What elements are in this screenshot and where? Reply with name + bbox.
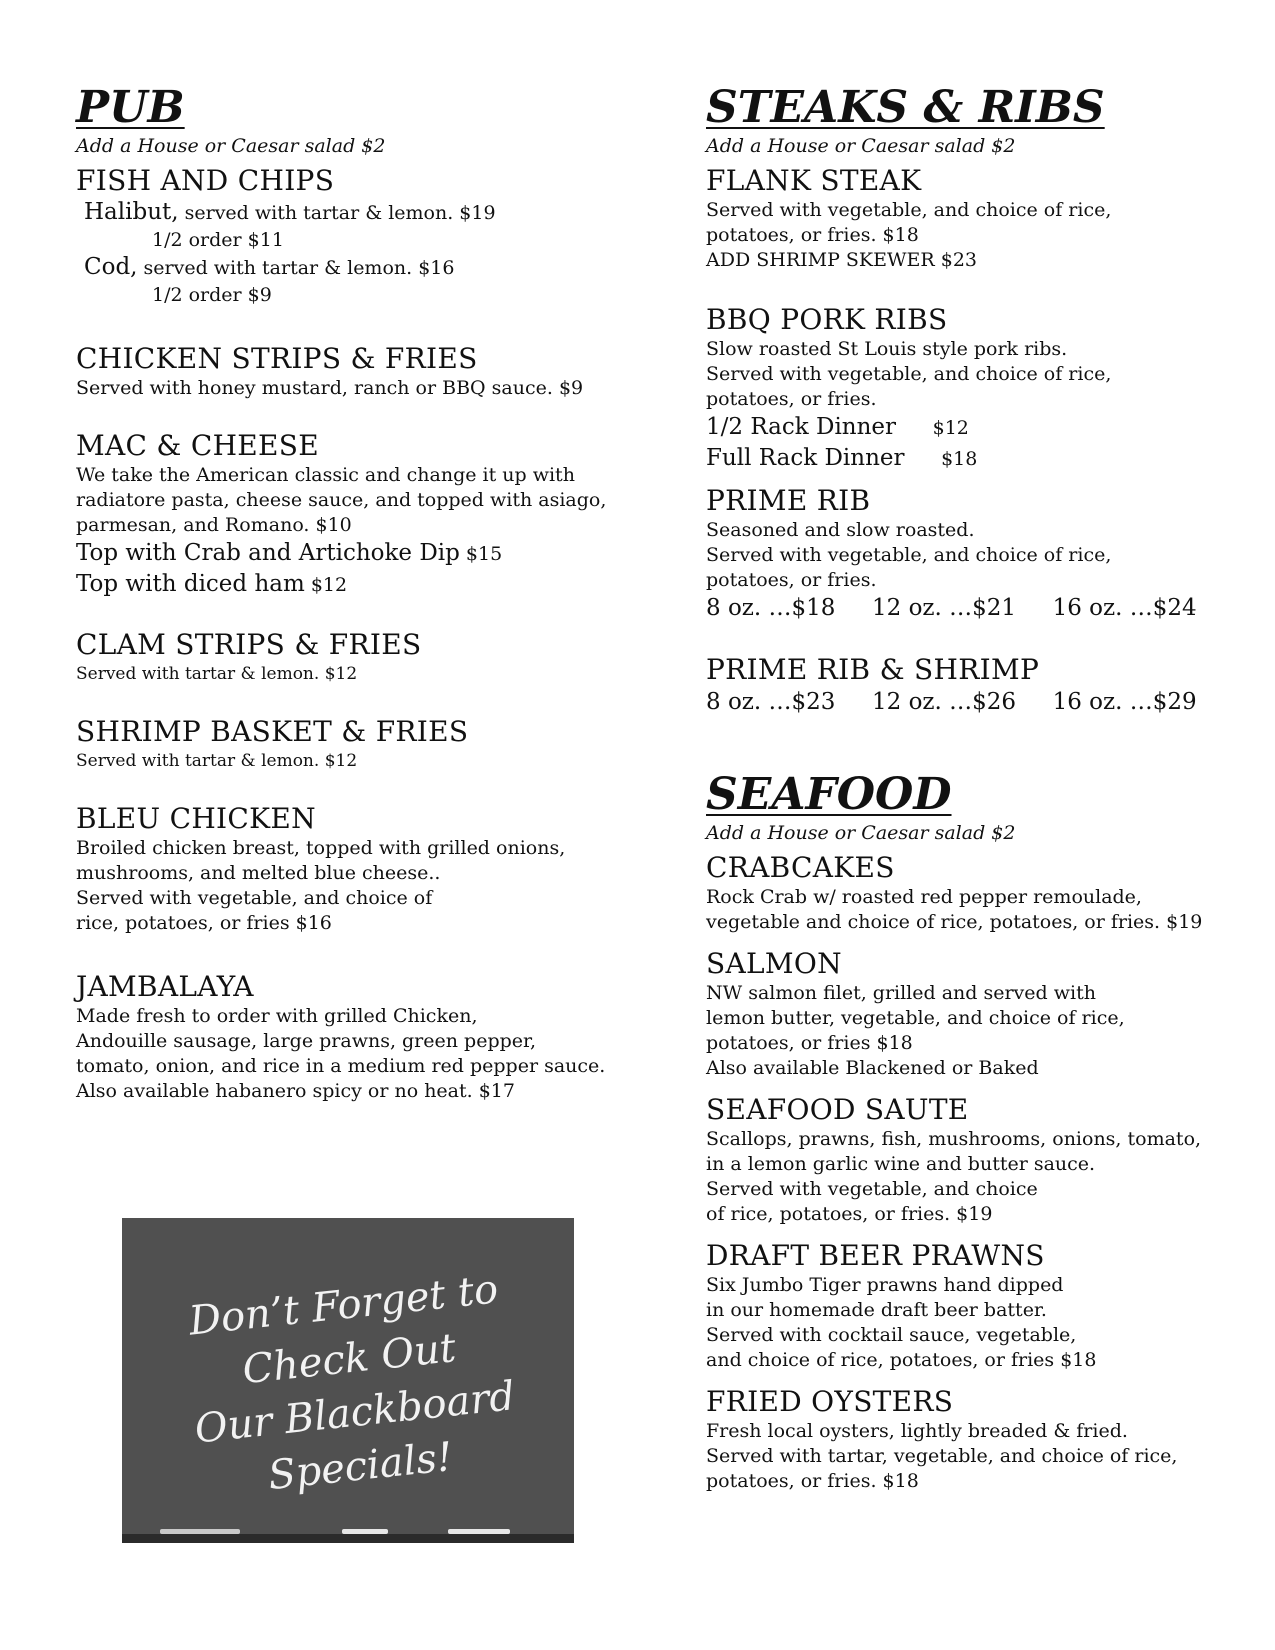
item-name: JAMBALAYA — [76, 970, 254, 1003]
item-name: PRIME RIB & SHRIMP — [706, 653, 1040, 686]
mac-option-crab — [76, 538, 646, 569]
item-desc-line: NW salmon filet, grilled and served with — [706, 982, 1096, 1004]
item-desc-line: Made fresh to order with grilled Chicken, — [76, 1005, 478, 1027]
blackboard-line: Check Out — [240, 1325, 459, 1394]
menu-item-shrimp-basket — [76, 715, 646, 774]
prime-rib-shrimp-sizes: 8 oz. …$23 12 oz. …$26 16 oz. …$29 — [706, 689, 1197, 715]
menu-item-draft-beer-prawns — [706, 1239, 1226, 1373]
menu-item-bbq-pork-ribs — [706, 303, 1226, 474]
option-price: $12 — [304, 574, 348, 596]
item-name: FISH AND CHIPS — [76, 164, 335, 197]
item-desc-line: potatoes, or fries $18 — [706, 1032, 913, 1054]
item-desc: Served with honey mustard, ranch or BBQ sauce. $9 — [76, 377, 584, 399]
cod-line — [76, 253, 646, 282]
item-desc-line: Six Jumbo Tiger prawns hand dipped — [706, 1274, 1064, 1296]
seafood-section-title: SEAFOOD — [706, 769, 952, 820]
cod-label: Cod, — [84, 254, 138, 280]
item-desc-line: Served with cocktail sauce, vegetable, — [706, 1324, 1077, 1346]
item-desc-line: Served with vegetable, and choice of rice, — [706, 544, 1112, 566]
mac-option-ham — [76, 569, 646, 600]
menu-item-chicken-strips — [76, 342, 646, 401]
menu-item-crabcakes — [706, 851, 1226, 935]
menu-item-bleu-chicken — [76, 802, 646, 936]
menu-item-salmon — [706, 947, 1226, 1081]
option-label: 1/2 Rack Dinner — [706, 414, 933, 440]
item-desc-line: tomato, onion, and rice in a medium red pepper sauce. — [76, 1055, 606, 1077]
item-desc-line: Also available habanero spicy or no heat. $17 — [76, 1080, 515, 1102]
item-desc: We take the American classic and change it up with radiatore pasta, cheese sauce, and topped with asiago, parmesan, and Romano. $10 — [76, 464, 607, 536]
blackboard-line: Don’t Forget to — [186, 1266, 501, 1345]
item-desc-line: Rock Crab w/ roasted red pepper remoulade, — [706, 886, 1142, 908]
item-name: PRIME RIB — [706, 484, 871, 517]
item-name: SALMON — [706, 947, 842, 980]
item-desc-line: and choice of rice, potatoes, or fries $18 — [706, 1349, 1097, 1371]
option-label: Top with diced ham — [76, 571, 305, 597]
item-name: SHRIMP BASKET & FRIES — [76, 715, 469, 748]
item-desc-line: potatoes, or fries. $18 — [706, 1470, 919, 1492]
menu-item-jambalaya — [76, 970, 646, 1104]
ribs-full-rack — [706, 443, 1226, 474]
item-desc-line: Also available Blackened or Baked — [706, 1057, 1039, 1079]
item-name: BBQ PORK RIBS — [706, 303, 948, 336]
item-desc-line: lemon butter, vegetable, and choice of rice, — [706, 1007, 1125, 1029]
ribs-half-rack — [706, 412, 1226, 443]
item-name: DRAFT BEER PRAWNS — [706, 1239, 1045, 1272]
item-desc-line: Andouille sausage, large prawns, green pepper, — [76, 1030, 537, 1052]
item-name: CRABCAKES — [706, 851, 895, 884]
option-label: Top with Crab and Artichoke Dip — [76, 540, 460, 566]
item-desc-line: potatoes, or fries. — [706, 388, 877, 410]
menu-item-flank-steak — [706, 164, 1226, 273]
item-name: MAC & CHEESE — [76, 429, 319, 462]
menu-item-prime-rib-shrimp — [706, 653, 1226, 717]
left-column — [76, 82, 646, 1130]
item-name: FRIED OYSTERS — [706, 1385, 954, 1418]
blackboard-specials-sign — [122, 1218, 574, 1543]
option-price: $15 — [459, 543, 503, 565]
item-desc-line: mushrooms, and melted blue cheese.. — [76, 862, 441, 884]
item-desc-line: Served with vegetable, and choice of rice, — [706, 363, 1112, 385]
option-label: Full Rack Dinner — [706, 445, 942, 471]
menu-item-prime-rib — [706, 484, 1226, 623]
prime-rib-sizes: 8 oz. …$18 12 oz. …$21 16 oz. …$24 — [706, 595, 1197, 621]
menu-item-mac-cheese — [76, 429, 646, 600]
blackboard-line: Specials! — [266, 1434, 455, 1500]
pub-section-subtitle: Add a House or Caesar salad $2 — [76, 135, 386, 157]
menu-item-fish-and-chips — [76, 164, 646, 308]
item-name: BLEU CHICKEN — [76, 802, 316, 835]
halibut-half-order: 1/2 order $11 — [152, 229, 284, 251]
option-price: $18 — [941, 448, 978, 470]
item-desc-line: Seasoned and slow roasted. — [706, 519, 975, 541]
option-price: $12 — [932, 417, 969, 439]
item-desc-line: vegetable and choice of rice, potatoes, or fries. $19 — [706, 911, 1203, 933]
steaks-section-subtitle: Add a House or Caesar salad $2 — [706, 135, 1016, 157]
item-name: CHICKEN STRIPS & FRIES — [76, 342, 478, 375]
item-desc-line: Served with vegetable, and choice — [706, 1178, 1038, 1200]
blackboard-message — [152, 1259, 552, 1514]
item-desc-line: Served with vegetable, and choice of rice, — [706, 199, 1112, 221]
menu-item-fried-oysters — [706, 1385, 1226, 1494]
pub-section-title: PUB — [76, 82, 185, 133]
blackboard-line: Our Blackboard — [192, 1373, 518, 1453]
halibut-line — [76, 198, 646, 227]
right-column — [706, 82, 1226, 1520]
item-desc-line: in our homemade draft beer batter. — [706, 1299, 1047, 1321]
item-name: FLANK STEAK — [706, 164, 922, 197]
blackboard-tray — [122, 1534, 574, 1543]
item-desc: Served with tartar & lemon. $12 — [76, 664, 358, 684]
item-desc-line: Broiled chicken breast, topped with grilled onions, — [76, 837, 566, 859]
item-desc-line: Served with tartar, vegetable, and choice of rice, — [706, 1445, 1178, 1467]
item-desc-line: Scallops, prawns, fish, mushrooms, onions, tomato, — [706, 1128, 1202, 1150]
item-desc-line: rice, potatoes, or fries $16 — [76, 912, 332, 934]
item-desc-line: Served with vegetable, and choice of — [76, 887, 433, 909]
item-desc-line: ADD SHRIMP SKEWER $23 — [706, 249, 977, 271]
item-desc-line: potatoes, or fries. $18 — [706, 224, 919, 246]
menu-item-clam-strips — [76, 628, 646, 687]
menu-item-seafood-saute — [706, 1093, 1226, 1227]
item-desc-line: potatoes, or fries. — [706, 569, 877, 591]
cod-half-order: 1/2 order $9 — [152, 284, 272, 306]
cod-desc: served with tartar & lemon. $16 — [137, 257, 455, 279]
item-desc: Served with tartar & lemon. $12 — [76, 751, 358, 771]
item-desc-line: Slow roasted St Louis style pork ribs. — [706, 338, 1068, 360]
item-desc-line: in a lemon garlic wine and butter sauce. — [706, 1153, 1096, 1175]
item-name: SEAFOOD SAUTE — [706, 1093, 969, 1126]
seafood-section-subtitle: Add a House or Caesar salad $2 — [706, 822, 1016, 844]
halibut-desc: served with tartar & lemon. $19 — [178, 202, 496, 224]
item-desc-line: of rice, potatoes, or fries. $19 — [706, 1203, 993, 1225]
item-desc-line: Fresh local oysters, lightly breaded & fried. — [706, 1420, 1128, 1442]
steaks-section-title: STEAKS & RIBS — [706, 82, 1105, 133]
item-name: CLAM STRIPS & FRIES — [76, 628, 422, 661]
halibut-label: Halibut, — [84, 199, 179, 225]
